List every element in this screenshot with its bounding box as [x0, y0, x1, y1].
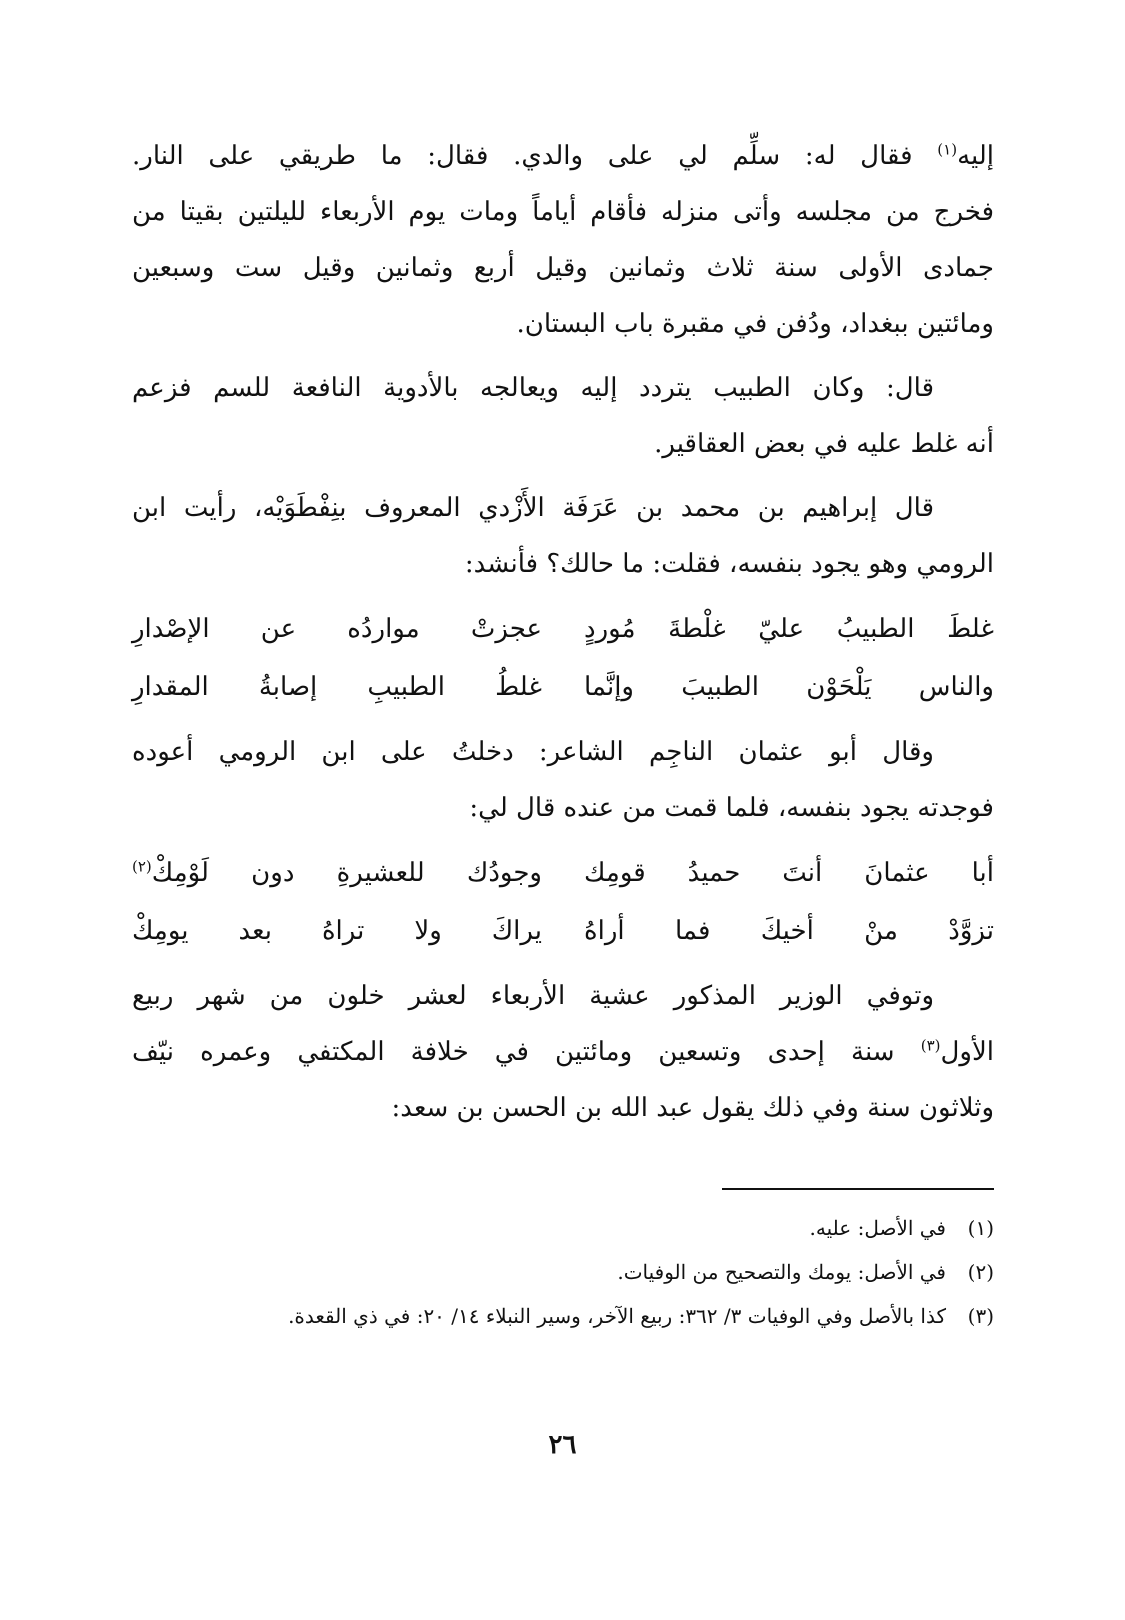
text-span: إليه [957, 141, 994, 171]
poem-verse [132, 844, 994, 902]
text-span: فقال له: سلِّم لي على والدي. فقال: ما طريقي على النار. [132, 141, 938, 171]
page-body [132, 128, 994, 1328]
poem-verse [132, 658, 994, 716]
footnote-number: (٢) [967, 1260, 994, 1284]
text-line: وتوفي الوزير المذكور عشية الأربعاء لعشر خلون من شهر ربيع [132, 981, 934, 1011]
footnote-text: كذا بالأصل وفي الوفيات ٣/ ٣٦٢: ربيع الآخر، وسير النبلاء ١٤/ ٢٠: في ذي القعدة. [288, 1304, 946, 1328]
text-line: فخرج من مجلسه وأتى منزله فأقام أياماً ومات يوم الأربعاء لليلتين بقيتا من [132, 197, 994, 227]
poem-2 [132, 844, 994, 960]
page-number: ٢٦ [548, 1430, 577, 1460]
text-line: أنه غلط عليه في بعض العقاقير. [654, 429, 994, 459]
text-span: سنة إحدى وتسعين ومائتين في خلافة المكتفي وعمره نيّف [132, 1037, 921, 1067]
text-line: الرومي وهو يجود بنفسه، فقلت: ما حالك؟ فأنشد: [464, 549, 994, 579]
footnote-item [132, 1206, 994, 1250]
text-line [132, 128, 994, 184]
text-line: وثلاثون سنة وفي ذلك يقول عبد الله بن الحسن بن سعد: [391, 1093, 994, 1123]
paragraph-1 [132, 128, 994, 352]
footnote-item [132, 1250, 994, 1294]
footnotes [132, 1206, 994, 1338]
poem-verse [132, 902, 994, 960]
verse-first-hemistich: والناس يَلْحَوْن الطبيبَ وإنَّما [584, 672, 994, 702]
verse-second-hemistich: يراكَ ولا تراهُ بعد يومِكْ [132, 916, 542, 946]
footnote-separator [722, 1188, 994, 1190]
text-line: قال: وكان الطبيب يتردد إليه ويعالجه بالأدوية النافعة للسم فزعم [132, 373, 934, 403]
text-line: جمادى الأولى سنة ثلاث وثمانين وقيل أربع وثمانين وقيل ست وسبعين [132, 253, 994, 283]
poem-1 [132, 600, 994, 716]
paragraph-3 [132, 480, 994, 592]
footnote-text: في الأصل: عليه. [809, 1216, 946, 1240]
footnote-ref-3: (٣) [920, 1036, 941, 1055]
footnote-number: (١) [967, 1216, 994, 1240]
verse-first-hemistich: أبا عثمانَ أنتَ حميدُ قومِك [584, 858, 994, 888]
footnote-text: في الأصل: يومك والتصحيح من الوفيات. [617, 1260, 946, 1284]
footnote-ref-1: (١) [937, 140, 958, 159]
text-line: وقال أبو عثمان الناجِم الشاعر: دخلتُ على ابن الرومي أعوده [132, 737, 934, 767]
poem-verse [132, 600, 994, 658]
verse-first-hemistich: تزوَّدْ منْ أخيكَ فما أراهُ [584, 916, 994, 946]
text-line [132, 1024, 994, 1080]
footnote-ref-2: (٢) [132, 857, 152, 876]
paragraph-2 [132, 360, 994, 472]
verse-second-hemistich: غلطُ الطبيبِ إصابةُ المقدارِ [132, 672, 542, 702]
verse-second-hemistich: عجزتْ مواردُه عن الإصْدارِ [132, 614, 542, 644]
text-line: ومائتين ببغداد، ودُفن في مقبرة باب البستان. [516, 309, 994, 339]
verse-first-hemistich: غلطَ الطبيبُ عليّ غلْطةَ مُوردٍ [584, 614, 994, 644]
paragraph-5 [132, 968, 994, 1136]
paragraph-4 [132, 724, 994, 836]
verse-second-hemistich [132, 844, 542, 902]
text-span: وجودُك للعشيرةِ دون لَوْمِكْ [151, 858, 542, 888]
text-line: فوجدته يجود بنفسه، فلما قمت من عنده قال لي: [469, 793, 994, 823]
footnote-item [132, 1294, 994, 1338]
text-span: الأول [940, 1037, 994, 1067]
text-line: قال إبراهيم بن محمد بن عَرَفَة الأَزْدي المعروف بنِفْطَوَيْه، رأيت ابن [132, 493, 934, 523]
footnote-number: (٣) [967, 1304, 994, 1328]
